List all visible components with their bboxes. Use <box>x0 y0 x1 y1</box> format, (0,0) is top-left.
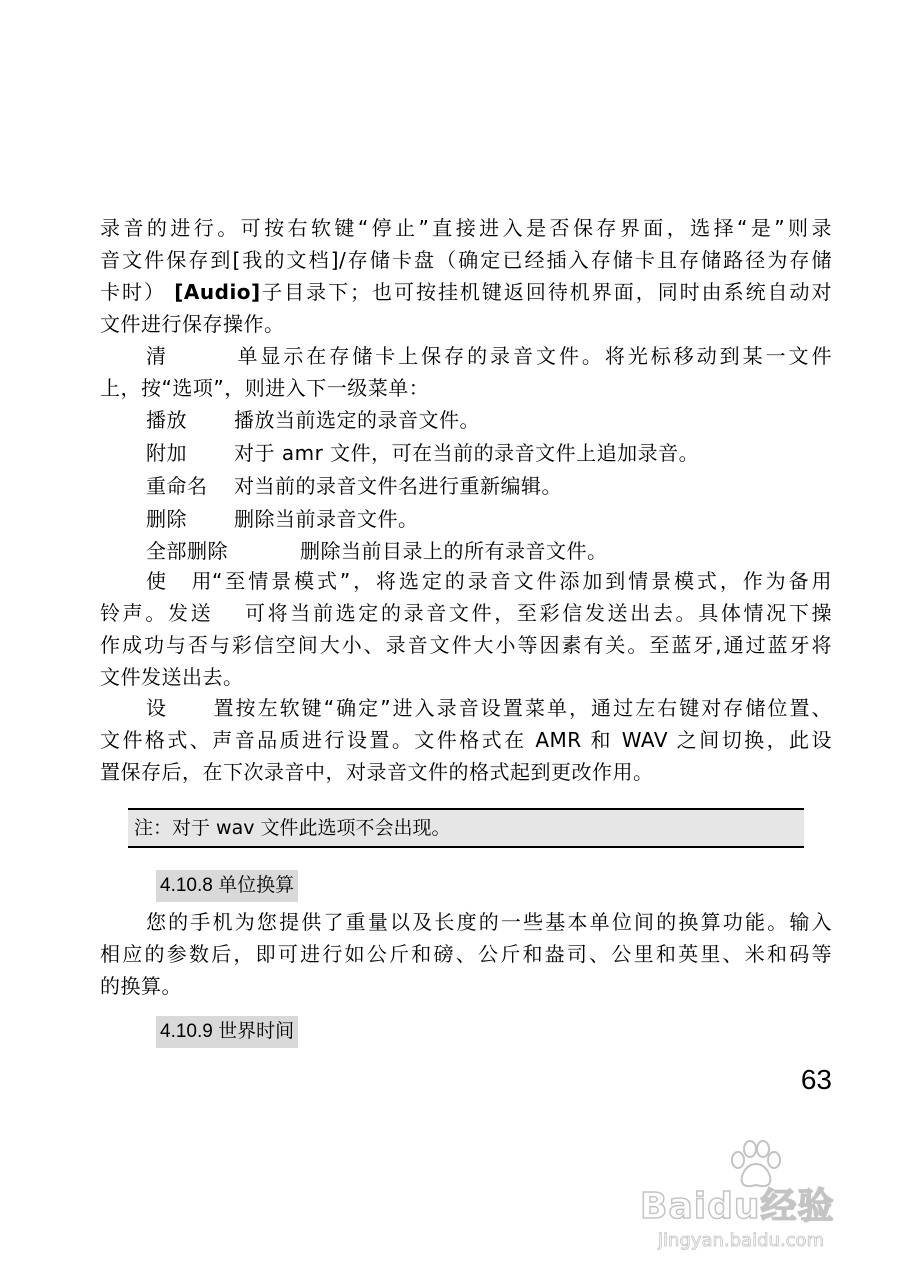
text-fragment: 按左软键“确定”进入录音设置菜单，通过左右键对存储位置、 <box>234 696 832 720</box>
item-desc: 播放当前选定的录音文件。 <box>234 408 480 432</box>
text-fragment: 卡时） <box>100 280 175 304</box>
page-number: 63 <box>800 1064 832 1095</box>
menu-item-delete <box>146 503 419 535</box>
text-line: 文件进行保存操作。 <box>100 312 285 336</box>
item-term: 播放 <box>146 408 187 432</box>
text-line: 铃声。发送 可将当前选定的录音文件，至彩信发送出去。具体情况下操 <box>100 601 832 625</box>
settings-paragraph <box>100 692 832 788</box>
unit-conversion-paragraph <box>100 906 832 1002</box>
text-line <box>100 565 832 597</box>
item-desc: 删除当前目录上的所有录音文件。 <box>300 539 608 563</box>
watermark-logo-text: Baidu经验 <box>640 1186 835 1227</box>
menu-item-play <box>146 404 480 436</box>
intro-paragraph <box>100 212 832 340</box>
term-list: 清单 <box>146 344 258 368</box>
item-desc: 对当前的录音文件名进行重新编辑。 <box>234 474 562 498</box>
baidu-watermark <box>640 1140 860 1270</box>
text-line: 作成功与否与彩信空间大小、录音文件大小等因素有关。至蓝牙,通过蓝牙将 <box>100 633 832 657</box>
menu-item-rename <box>146 470 562 502</box>
audio-folder-name: [Audio] <box>174 280 261 304</box>
item-term: 附加 <box>146 441 187 465</box>
text-fragment: 子目录下；也可按挂机键返回待机界面，同时由系统自动对 <box>260 280 833 304</box>
text-fragment: “至情景模式”，将选定的录音文件添加到情景模式，作为备用 <box>212 569 832 593</box>
section-heading-world-time: 4.10.9 世界时间 <box>156 1016 298 1048</box>
item-desc: 对于 amr 文件，可在当前的录音文件上追加录音。 <box>234 441 700 465</box>
use-paragraph <box>100 565 832 693</box>
item-term: 删除 <box>146 507 187 531</box>
text-line: 音文件保存到[我的文档]/存储卡盘（确定已经插入存储卡且存储路径为存储 <box>100 248 832 272</box>
term-settings: 设置 <box>146 696 234 720</box>
menu-item-delete-all <box>146 535 608 567</box>
text-line: 的换算。 <box>100 974 182 998</box>
item-term: 重命名 <box>146 474 208 498</box>
text-fragment: 显示在存储卡上保存的录音文件。将光标移动到某一文件 <box>258 344 832 368</box>
text-line: 您的手机为您提供了重量以及长度的一些基本单位间的换算功能。输入 <box>146 910 832 934</box>
text-line <box>100 276 832 308</box>
term-use: 使用 <box>146 569 212 593</box>
text-line <box>100 340 832 372</box>
note-box: 注：对于 wav 文件此选项不会出现。 <box>128 808 804 848</box>
watermark-url: jingyan.baidu.com <box>658 1230 825 1251</box>
text-line: 文件格式、声音品质进行设置。文件格式在 AMR 和 WAV 之间切换，此设 <box>100 728 832 752</box>
text-line: 相应的参数后，即可进行如公斤和磅、公斤和盎司、公里和英里、米和码等 <box>100 942 832 966</box>
item-term: 全部删除 <box>146 539 228 563</box>
item-desc: 删除当前录音文件。 <box>234 507 419 531</box>
menu-item-append <box>146 437 699 469</box>
text-line: 置保存后，在下次录音中，对录音文件的格式起到更改作用。 <box>100 760 654 784</box>
list-paragraph <box>100 340 832 404</box>
text-line: 录音的进行。可按右软键“停止”直接进入是否保存界面，选择“是”则录 <box>100 216 832 240</box>
text-line <box>100 692 832 724</box>
text-line: 上，按“选项”，则进入下一级菜单： <box>100 376 430 400</box>
section-heading-unit-conversion: 4.10.8 单位换算 <box>156 870 298 902</box>
text-line: 文件发送出去。 <box>100 665 244 689</box>
